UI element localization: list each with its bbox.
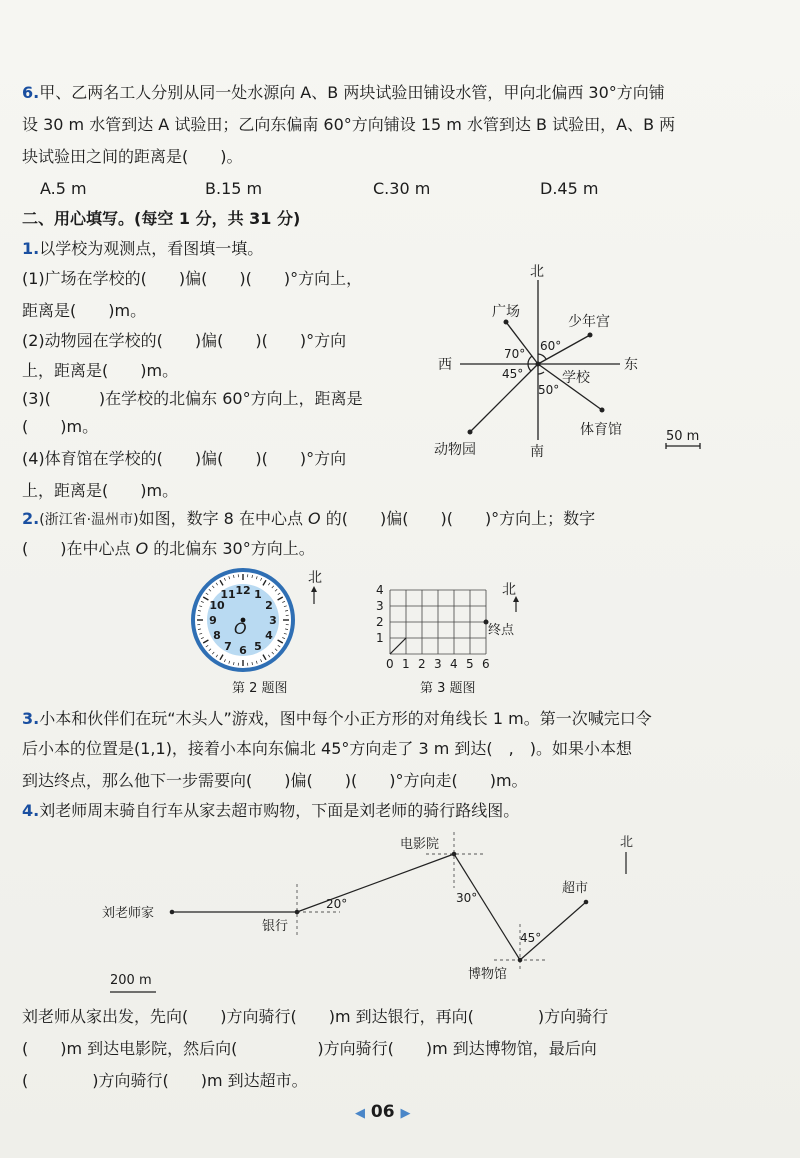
cinema-point [452,852,457,857]
angle-45: 45° [520,931,542,945]
label-south: 南 [530,444,544,460]
museum-point [518,958,523,963]
arc-60 [538,354,546,359]
clock-north-label: 北 [308,570,322,586]
q3-grid-figure [370,578,540,698]
label-home: 刘老师家 [102,906,155,921]
arc-50 [538,372,544,374]
angle-45-label: 45° [502,367,524,381]
scale-label: 200 m [110,973,152,988]
clock-number: 3 [269,614,277,627]
clock-number: 11 [220,588,236,601]
clock-number: 7 [224,640,232,653]
q1-line-5: (3)( )在学校的北偏东 60°方向上，距离是 [22,389,363,408]
q4-intro: 刘老师周末骑自行车从家去超市购物，下面是刘老师的骑行路线图。 [39,801,520,820]
xtick-2: 2 [418,657,426,671]
q6-option-b[interactable]: B.15 m [205,179,263,198]
q3-line3: 到达终点，那么他下一步需要向( )偏( )( )°方向走( )m。 [22,771,528,790]
page-number-text: 06 [370,1102,395,1122]
gym-point [600,408,605,413]
q2-text-4: 的北偏东 30°方向上。 [148,539,315,558]
q2-number: 2. [22,509,40,528]
clock-number: 9 [209,614,217,627]
q6-text-1: 甲、乙两名工人分别从同一处水源向 A、B 两块试验田铺设水管，甲向北偏西 30°方向铺 [39,83,665,102]
q2-text-1: 如图，数字 8 在中心点 [138,509,309,528]
angle-30: 30° [456,891,478,905]
clock-number: 5 [254,640,262,653]
label-cinema: 电影院 [400,837,440,852]
label-east: 东 [624,357,638,373]
clock-number: 8 [213,629,221,642]
ytick-2: 2 [376,615,384,629]
q2-caption: 第 2 题图 [232,681,288,696]
xtick-5: 5 [466,657,474,671]
xtick-3: 3 [434,657,442,671]
clock-number: 10 [209,599,225,612]
angle-50-label: 50° [538,383,560,397]
clock-number: 4 [265,629,273,642]
section2-title: 二、用心填写。(每空 1 分，共 31 分) [22,209,301,228]
q4-line-2: ( )m 到达电影院，然后向( )方向骑行( )m 到达博物馆，最后向 [22,1039,597,1058]
label-north: 北 [620,835,634,850]
clock-number: 2 [265,599,273,612]
q2-text-3: ( )在中心点 [22,539,136,558]
q1-line-2: 距离是( )m。 [22,301,147,320]
clock-north-arrowhead [311,586,317,592]
xtick-4: 4 [450,657,458,671]
q4-line-3: ( )方向骑行( )m 到达超市。 [22,1071,308,1090]
q4-intro-line [22,800,519,822]
q2-text-2: 的( )偏( )( )°方向上；数字 [320,509,596,528]
diagonal-path [390,638,406,654]
q6-option-c[interactable]: C.30 m [373,179,431,198]
clock-number: 12 [235,584,251,597]
q1-intro-line [22,238,263,260]
school-point [536,362,541,367]
zoo-point [468,430,473,435]
q6-option-a[interactable]: A.5 m [40,179,87,198]
q1-line-8: 上，距离是( )m。 [22,481,179,500]
home-point [170,910,175,915]
clock-number: 6 [239,644,247,657]
q1-line-3: (2)动物园在学校的( )偏( )( )°方向 [22,331,347,350]
prev-page-icon[interactable]: ◀ [355,1106,365,1121]
xtick-1: 1 [402,657,410,671]
arc-45 [528,364,531,371]
q6-line1 [22,82,665,104]
q1-line-4: 上，距离是( )m。 [22,361,179,380]
q3-caption: 第 3 题图 [420,681,476,696]
q2-source: (浙江省·温州市) [39,512,139,528]
arc-70 [528,356,532,364]
end-label: 终点 [488,623,515,638]
xtick-0: 0 [386,657,394,671]
label-north: 北 [530,264,544,280]
scale-label: 50 m [666,429,700,444]
q1-compass-diagram [430,260,720,460]
q2-line1 [22,508,595,531]
q4-number: 4. [22,801,40,820]
angle-70-label: 70° [504,347,526,361]
q1-number: 1. [22,239,40,258]
xtick-6: 6 [482,657,490,671]
clock-number: 1 [254,588,262,601]
label-zoo: 动物园 [434,442,476,458]
q1-intro: 以学校为观测点，看图填一填。 [39,239,264,258]
label-youth-palace: 少年宫 [568,314,610,330]
label-gym: 体育馆 [580,422,622,438]
youth-palace-point [588,333,593,338]
q1-line-6: ( )m。 [22,417,99,436]
q6-number: 6. [22,83,40,102]
q6-line2: 设 30 m 水管到达 A 试验田；乙向东偏南 60°方向铺设 15 m 水管到达 B 试验田，A、B 两 [22,115,676,134]
ytick-1: 1 [376,631,384,645]
label-west: 西 [438,357,452,373]
label-market: 超市 [562,881,589,896]
q2-o-2: O [135,539,149,558]
angle-20: 20° [326,897,348,911]
label-square: 广场 [492,304,520,320]
q4-line-1: 刘老师从家出发，先向( )方向骑行( )m 到达银行，再向( )方向骑行 [22,1007,609,1026]
ytick-3: 3 [376,599,384,613]
q6-option-d[interactable]: D.45 m [540,179,599,198]
q3-line1 [22,708,652,730]
q2-clock-figure [190,568,340,698]
clock-center-label: O [234,619,247,638]
q3-number: 3. [22,709,40,728]
q1-line-7: (4)体育馆在学校的( )偏( )( )°方向 [22,449,347,468]
ytick-4: 4 [376,583,384,597]
q1-line-1: (1)广场在学校的( )偏( )( )°方向上， [22,269,363,288]
grid-north-label: 北 [502,582,516,598]
angle-60-label: 60° [540,339,562,353]
grid-lines [390,590,486,654]
bank-point [295,910,300,915]
label-bank: 银行 [262,919,289,934]
q3-line2: 后小本的位置是(1,1)，接着小本向东偏北 45°方向走了 3 m 到达( , )。如果小本想 [22,739,632,758]
q3-text-1: 小本和伙伴们在玩“木头人”游戏，图中每个小正方形的对角线长 1 m。第一次喊完口令 [39,709,652,728]
label-museum: 博物馆 [468,967,508,982]
q6-line3: 块试验田之间的距离是( )。 [22,147,243,166]
label-school: 学校 [562,370,590,386]
next-page-icon[interactable]: ▶ [400,1106,411,1121]
route-bank-cinema [297,854,454,912]
q4-route-diagram [100,828,660,998]
page-number [355,1102,411,1122]
route-cinema-museum [454,854,520,960]
q2-line2 [22,538,315,560]
market-point [584,900,589,905]
square-point [504,320,509,325]
q2-o-1: O [308,509,321,528]
